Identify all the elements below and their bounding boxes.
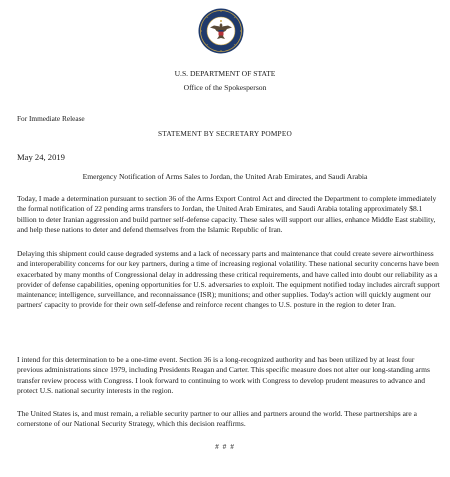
office-name: Office of the Spokesperson bbox=[183, 83, 267, 92]
department-name: U.S. DEPARTMENT OF STATE bbox=[174, 69, 276, 78]
paragraph-1: Today, I made a determination pursuant to section 36 of the Arms Export Control Act and directed the Department to complete immediately the formal notification of 22 pending arms transfers to Jordan, the United Arab Emirates, and Saudi Arabia totaling approximately $8.1 billion to deter Iranian aggression and build partner self-defense capacity. These sales will support our allies, enhance Middle East stability, and help these nations to deter and defend themselves from the Islamic Republic of Iran. bbox=[17, 194, 437, 234]
paragraph-2: Delaying this shipment could cause degraded systems and a lack of necessary parts and maintenance that could create severe airworthiness and interoperability concerns for our key partners, during a time of increasing regional volatility. These national security concerns have been exacerbated by many months of Congressional delay in addressing these critical requirements, and have called into doubt our reliability as a provider of defense capabilities, opening opportunities for U.S. adversaries to exploit. The equipment notified today includes aircraft support maintenance; intelligence, surveillance, and reconnaissance (ISR); munitions; and other supplies. Today's action will quickly augment our partners' capacity to provide for their own self-defense and reinforce recent changes to U.S. posture in the region to deter Iran. bbox=[17, 249, 440, 310]
statement-subject: Emergency Notification of Arms Sales to Jordan, the United Arab Emirates, and Saudi Arabia bbox=[82, 172, 368, 181]
end-mark: # # # bbox=[215, 442, 235, 451]
statement-date: May 24, 2019 bbox=[17, 152, 65, 162]
department-of-state-seal-icon bbox=[198, 8, 244, 54]
paragraph-3: I intend for this determination to be a one-time event. Section 36 is a long-recognized authority and has been utilized by at least four previous administrations since 1979, including Presidents Reagan and Carter. This specific measure does not alter our long-standing arms transfer review process with Congress. I look forward to continuing to work with Congress to develop prudent measures to advance and protect U.S. national security interests in the region. bbox=[17, 355, 430, 395]
release-label: For Immediate Release bbox=[17, 114, 85, 123]
paragraph-4: The United States is, and must remain, a reliable security partner to our allies and partners around the world. These partnerships are a cornerstone of our National Security Strategy, which this decision reaffirms. bbox=[17, 409, 417, 429]
statement-title: STATEMENT BY SECRETARY POMPEO bbox=[158, 129, 292, 138]
